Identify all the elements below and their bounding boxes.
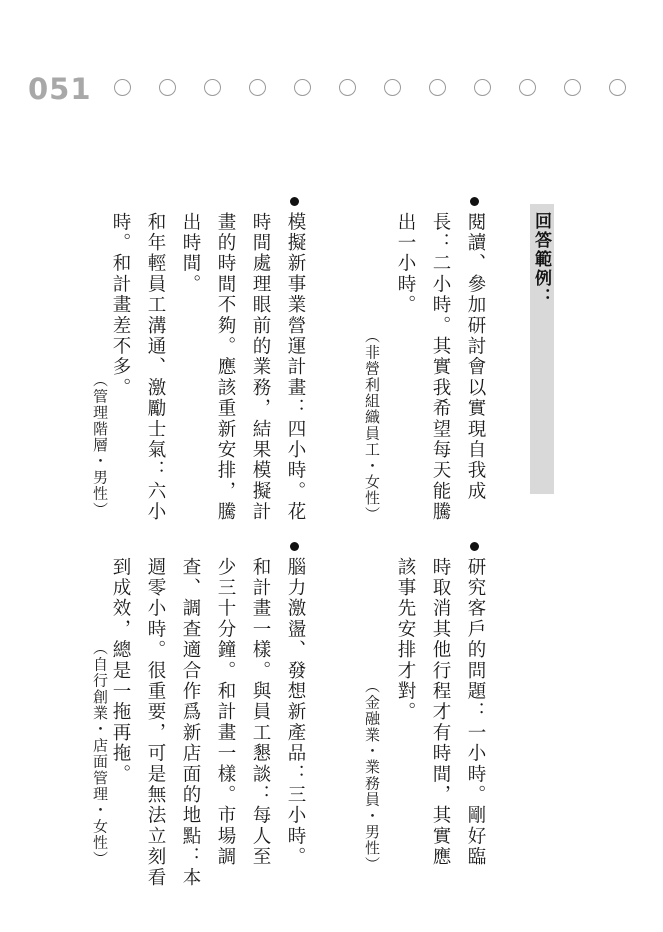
entry-attribution: （金融業・業務員・男性）: [363, 678, 381, 873]
circle-icon: [474, 79, 491, 96]
entry-line: 查、調查適合作爲新店面的地點：本: [180, 557, 201, 889]
entry-line: 腦力激盪、發想新產品：三小時。: [285, 557, 306, 868]
bullet-icon: [470, 197, 479, 206]
entry-line: 時。和計畫差不多。: [110, 212, 131, 399]
entry-line: 少三十分鐘。和計畫一樣。市場調: [215, 557, 236, 868]
entry-line: 該事先安排才對。: [395, 557, 416, 723]
circle-icon: [159, 79, 176, 96]
page-number: 051: [28, 72, 92, 106]
circle-icon: [384, 79, 401, 96]
entry-line: 長：二小時。其實我希望每天能騰: [430, 212, 451, 523]
circle-icon: [564, 79, 581, 96]
entry-attribution: （自行創業・店面管理・女性）: [91, 640, 109, 867]
entry-line: 和年輕員工溝通、激勵士氣：六小: [145, 212, 166, 523]
bullet-icon: [470, 542, 479, 551]
circle-icon: [204, 79, 221, 96]
entry-line: 到成效，總是一拖再拖。: [110, 557, 131, 785]
circle-icon: [114, 79, 131, 96]
entry-line: 出一小時。: [395, 212, 416, 316]
entry-line: 畫的時間不夠。應該重新安排，騰: [215, 212, 236, 523]
circle-icon: [429, 79, 446, 96]
circle-icon: [609, 79, 626, 96]
entry-attribution: （非營利組織員工・女性）: [363, 328, 381, 523]
entry-line: 模擬新事業營運計畫：四小時。花: [285, 212, 306, 523]
circle-icon: [339, 79, 356, 96]
bullet-icon: [290, 542, 299, 551]
entry-line: 閱讀、參加研討會以實現自我成: [465, 212, 486, 502]
entry-line: 和計畫一樣。與員工懇談：每人至: [250, 557, 271, 868]
entry-attribution: （管理階層・男性）: [91, 372, 109, 518]
decorative-dot-row: [114, 79, 634, 101]
entry-line: 時取消其他行程才有時間，其實應: [430, 557, 451, 868]
answer-example-tab: [530, 204, 554, 494]
bullet-icon: [290, 197, 299, 206]
entry-line: 研究客戶的問題：一小時。剛好臨: [465, 557, 486, 868]
entry-line: 時間處理眼前的業務，結果模擬計: [250, 212, 271, 523]
entry-line: 週零小時。很重要，可是無法立刻看: [145, 557, 166, 889]
circle-icon: [519, 79, 536, 96]
circle-icon: [294, 79, 311, 96]
answer-example-label: 回答範例：: [531, 212, 551, 307]
circle-icon: [249, 79, 266, 96]
entry-line: 出時間。: [180, 212, 201, 295]
